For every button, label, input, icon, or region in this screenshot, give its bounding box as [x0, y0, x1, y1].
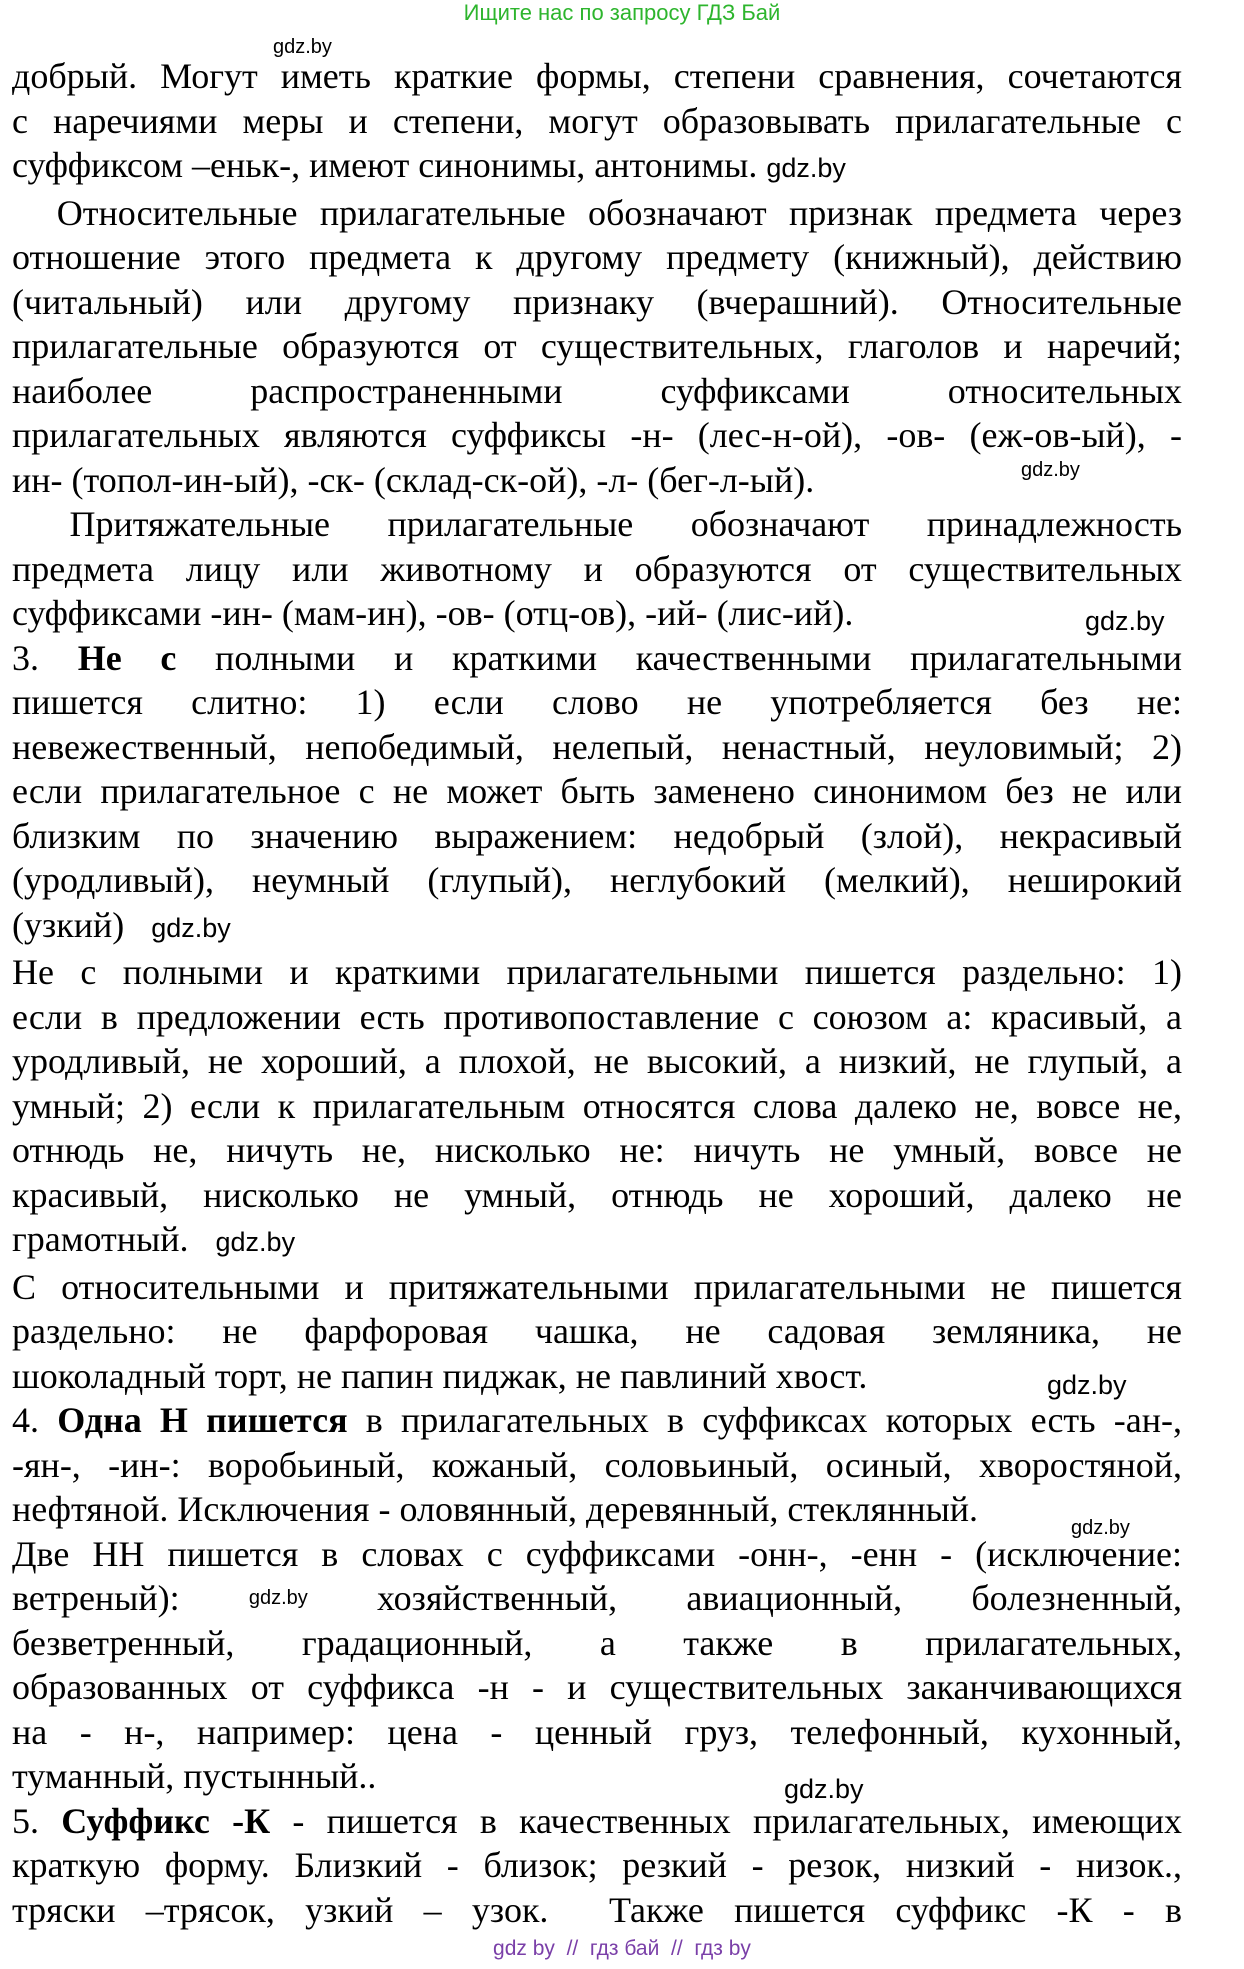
- text-line: Не с полными и краткими прилагательными пишется раздельно: 1): [12, 952, 1182, 992]
- watermark: gdz.by: [151, 912, 231, 943]
- text-line: если прилагательное с не может быть заменено синонимом без не или: [12, 771, 1182, 811]
- text-line: грамотный. gdz.by: [12, 1219, 296, 1259]
- section-5-heading-line: 5. Суффикс -К - пишется в качественных прилагательных, имеющих: [12, 1800, 1182, 1841]
- text-line: Притяжательные прилагательные обозначают принадлежность: [12, 504, 1182, 544]
- text-line: (уродливый), неумный (глупый), неглубокий (мелкий), неширокий: [12, 860, 1182, 900]
- text-line: суффиксом –еньк-, имеют синонимы, антонимы. gdz.by: [12, 145, 846, 185]
- watermark: gdz.by: [215, 1227, 296, 1257]
- watermark: gdz.by: [273, 36, 332, 58]
- watermark: gdz.by: [1085, 606, 1165, 636]
- footer-banner[interactable]: gdz by // гдз бай // гдз by: [493, 1937, 751, 1960]
- watermark: gdz.by: [784, 1774, 864, 1804]
- text-line: С относительными и притяжательными прилагательными не пишется: [12, 1266, 1182, 1307]
- text-line: отношение этого предмета к другому предмету (книжный), действию: [12, 237, 1182, 277]
- watermark: gdz.by: [1047, 1370, 1127, 1400]
- text-line: Относительные прилагательные обозначают признак предмета через: [12, 192, 1182, 233]
- text-line: туманный, пустынный..: [12, 1756, 377, 1796]
- text-line: суффиксами -ин- (мам-ин), -ов- (отц-ов), -ий- (лис-ий).: [12, 593, 854, 633]
- text-line: ветреный): gdz.by хозяйственный, авиационный, болезненный,: [12, 1578, 1183, 1618]
- text-line: на - н-, например: цена - ценный груз, телефонный, кухонный,: [12, 1711, 1182, 1752]
- text-line: если в предложении есть противопоставление с союзом а: красивый, а: [12, 996, 1182, 1037]
- text-line: -ян-, -ин-: воробьиный, кожаный, соловьиный, осиный, хворостяной,: [12, 1444, 1182, 1485]
- document-body: [12, 54, 1182, 1932]
- section-3-bold: Не с: [77, 637, 177, 678]
- text-line: прилагательные образуются от существительных, глаголов и наречий;: [12, 326, 1182, 366]
- text-line: Две НН пишется в словах с суффиксами -онн-, -енн - (исключение:: [12, 1533, 1182, 1574]
- text-line: тряски –трясок, узкий – узок. Также пишется суффикс -К - в: [12, 1889, 1182, 1930]
- text-line: раздельно: не фарфоровая чашка, не садовая земляника, не: [12, 1311, 1182, 1351]
- text-line: наиболее распространенными суффиксами относительных: [12, 370, 1182, 411]
- header-banner[interactable]: Ищите нас по запросу ГДЗ Бай: [463, 0, 781, 25]
- text-line: нефтяной. Исключения - оловянный, деревянный, стеклянный.: [12, 1489, 979, 1529]
- text-line: (узкий) gdz.by: [12, 904, 231, 945]
- text-line: пишется слитно: 1) если слово не употребляется без не:: [12, 682, 1182, 722]
- text-line: невежественный, непобедимый, нелепый, ненастный, неуловимый; 2): [12, 726, 1182, 767]
- text-line: прилагательных являются суффиксы -н- (лес-н-ой), -ов- (еж-ов-ый), -: [12, 415, 1182, 455]
- text-line: отнюдь не, ничуть не, нисколько не: ничуть не умный, вовсе не: [12, 1130, 1182, 1170]
- text-line: предмета лицу или животному и образуются от существительных: [12, 548, 1182, 589]
- text-line: ин- (топол-ин-ый), -ск- (склад-ск-ой), -л- (бег-л-ый).: [12, 459, 815, 500]
- text-line: добрый. Могут иметь краткие формы, степени сравнения, сочетаются: [12, 56, 1182, 96]
- text-line: безветренный, градационный, а также в прилагательных,: [12, 1622, 1182, 1663]
- section-4-heading-line: 4. Одна Н пишется в прилагательных в суффиксах которых есть -ан-,: [12, 1400, 1183, 1440]
- watermark: gdz.by: [248, 1587, 308, 1609]
- section-4-bold: Одна Н пишется: [57, 1400, 348, 1440]
- text-line: шоколадный торт, не папин пиджак, не павлиний хвост.: [12, 1355, 868, 1396]
- text-line: умный; 2) если к прилагательным относятся слова далеко не, вовсе не,: [12, 1085, 1182, 1126]
- watermark: gdz.by: [1021, 459, 1080, 481]
- text-line: близким по значению выражением: недобрый (злой), некрасивый: [12, 815, 1182, 856]
- watermark: gdz.by: [766, 153, 846, 183]
- section-5-bold: Суффикс -К: [61, 1800, 271, 1841]
- text-line: образованных от суффикса -н - и существительных заканчивающихся: [12, 1667, 1182, 1707]
- text-line: с наречиями меры и степени, могут образовывать прилагательные с: [12, 100, 1182, 141]
- text-line: краткую форму. Близкий - близок; резкий - резок, низкий - низок.,: [12, 1845, 1182, 1885]
- text-line: (читальный) или другому признаку (вчерашний). Относительные: [12, 281, 1182, 322]
- text-line: красивый, нисколько не умный, отнюдь не хороший, далеко не: [12, 1174, 1182, 1215]
- watermark: gdz.by: [1071, 1517, 1130, 1539]
- section-3-heading-line: 3. Не с полными и краткими качественными прилагательными: [12, 637, 1182, 678]
- text-line: уродливый, не хороший, а плохой, не высокий, а низкий, не глупый, а: [12, 1041, 1182, 1081]
